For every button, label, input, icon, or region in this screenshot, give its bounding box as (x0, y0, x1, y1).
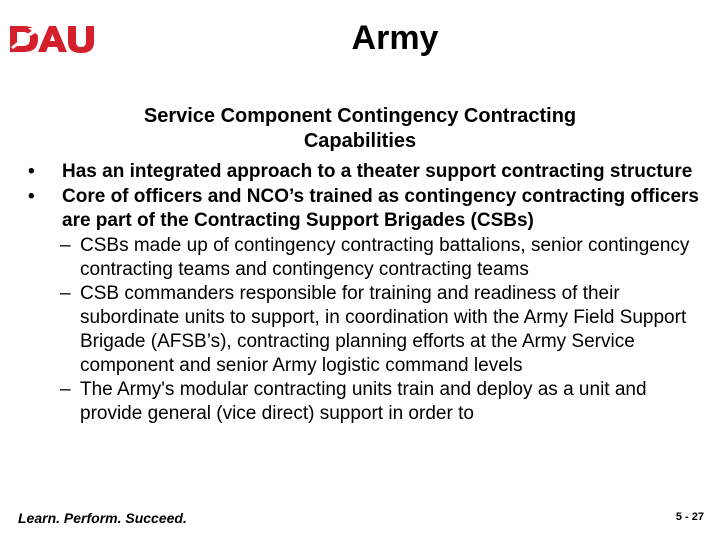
sub-bullet-item (28, 282, 700, 378)
sub-bullet-text: The Army's modular contracting units train and deploy as a unit and provide general (vice direct) support in order to (80, 379, 647, 424)
sub-bullet-marker: – (60, 283, 71, 304)
bullet-item (28, 185, 700, 233)
sub-bullet-text: CSBs made up of contingency contracting battalions, senior contingency contracting teams and contingency contracting teams (80, 235, 690, 280)
slide-subtitle: Service Component Contingency Contracting Capabilities (143, 105, 577, 152)
dau-logo (8, 18, 94, 60)
page-number: 5 - 27 (675, 511, 704, 523)
bullet-text: Has an integrated approach to a theater support contracting structure (62, 161, 693, 182)
bullet-marker: • (28, 186, 35, 207)
footer-tagline: Learn. Perform. Succeed. (18, 510, 187, 526)
slide-title: Army (351, 19, 439, 57)
slide-body (28, 160, 700, 426)
bullet-marker: • (28, 161, 35, 182)
sub-bullet-item (28, 234, 700, 282)
sub-bullet-item (28, 378, 700, 426)
sub-bullet-marker: – (60, 235, 71, 256)
bullet-item (28, 160, 700, 184)
bullet-text: Core of officers and NCO’s trained as contingency contracting officers are part of the Contracting Support Brigades (CSBs) (62, 186, 699, 231)
sub-bullet-marker: – (60, 379, 71, 400)
sub-bullet-text: CSB commanders responsible for training and readiness of their subordinate units to support, in coordination with the Army Field Support Brigade (AFSB’s), contracting planning efforts at the Army Service component and senior Army logistic command levels (80, 283, 687, 376)
